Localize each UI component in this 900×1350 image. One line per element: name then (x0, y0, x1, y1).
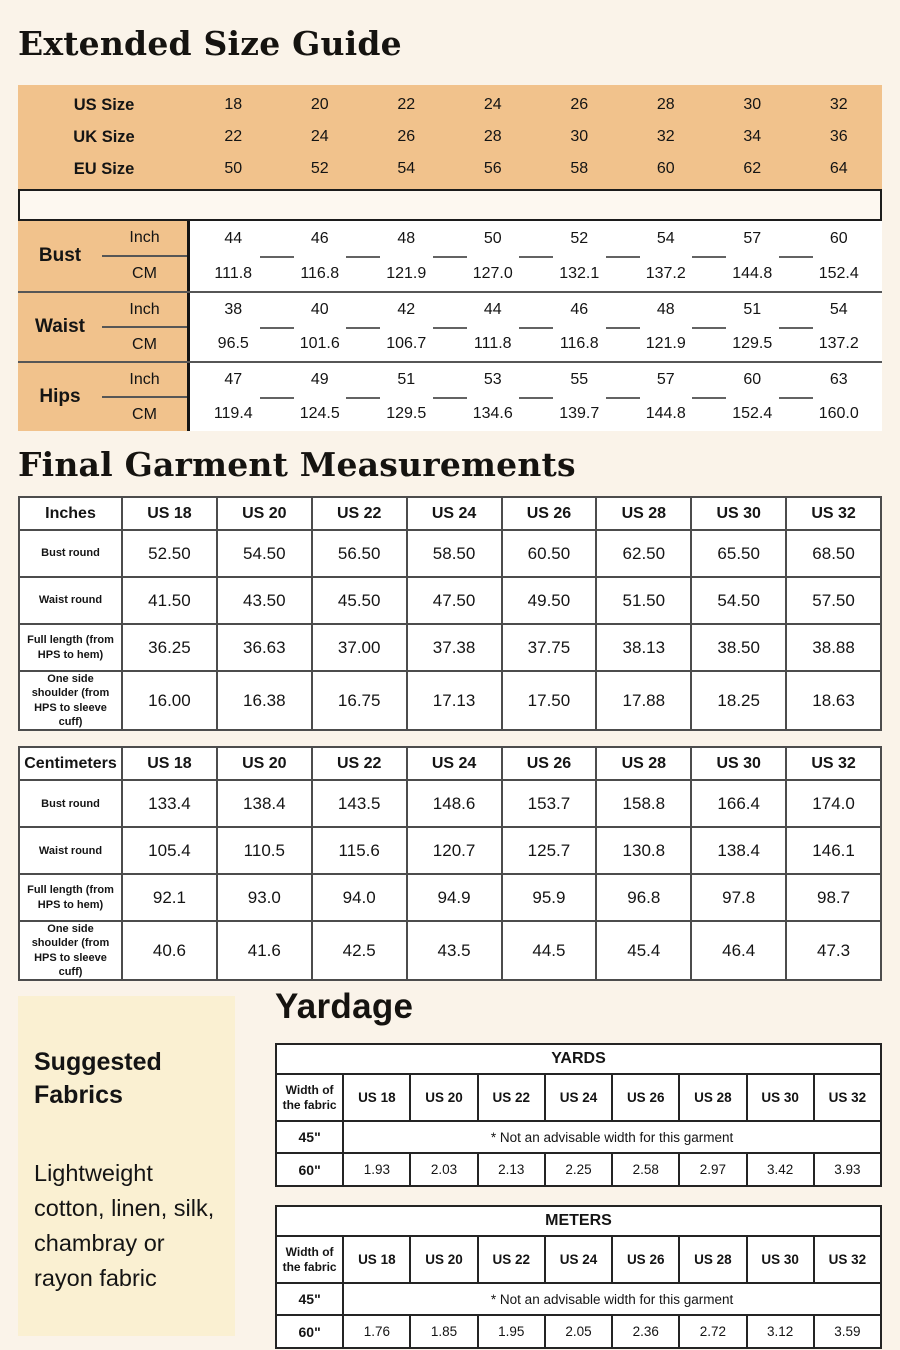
suggested-fabrics-text: Lightweight cotton, linen, silk, chambray or rayon fabric (34, 1160, 215, 1291)
measurement-value: 93.0 (217, 874, 312, 921)
garment-row (19, 921, 881, 980)
size-column-header: US 18 (122, 497, 217, 530)
cm-value: 101.6 (277, 327, 364, 361)
unit-label-inch: Inch (129, 229, 160, 246)
measurement-value: 94.0 (312, 874, 407, 921)
spacer-box (18, 189, 882, 221)
cm-value: 137.2 (623, 256, 710, 291)
size-value: 26 (570, 96, 589, 113)
yardage-value: 1.95 (478, 1315, 545, 1348)
size-column-header: US 28 (596, 497, 691, 530)
cm-value: 127.0 (450, 256, 537, 291)
cm-value: 111.8 (450, 327, 537, 361)
inch-value: 54 (656, 229, 675, 247)
measurement-value: 130.8 (596, 827, 691, 874)
unit-labels (102, 363, 187, 431)
yardage-title: Yardage (275, 987, 414, 1027)
measurement-value: 46.4 (691, 921, 786, 980)
size-value: 52 (310, 160, 329, 177)
measurement-value: 105.4 (122, 827, 217, 874)
body-measurements-table (18, 221, 882, 431)
measurement-value: 43.5 (407, 921, 502, 980)
yardage-value: 2.58 (612, 1153, 679, 1186)
not-advisable-note: * Not an advisable width for this garment (343, 1121, 881, 1153)
measurement-row-label: One side shoulder (from HPS to sleeve cuff) (19, 671, 122, 730)
size-column-header: US 18 (122, 747, 217, 780)
measurement-value: 43.50 (217, 577, 312, 624)
measurement-value: 133.4 (122, 780, 217, 827)
measurement-value: 56.50 (312, 530, 407, 577)
measurement-value: 158.8 (596, 780, 691, 827)
garment-table-head (19, 747, 881, 780)
size-column-header: US 30 (747, 1236, 814, 1283)
measurement-value: 38.50 (691, 624, 786, 671)
inch-value: 40 (310, 301, 329, 318)
yardage-value: 3.59 (814, 1315, 881, 1348)
yardage-table-body (276, 1206, 881, 1348)
yardage-value: 2.72 (679, 1315, 746, 1348)
measurement-value: 17.13 (407, 671, 502, 730)
inch-value: 54 (829, 301, 848, 318)
cm-value: 160.0 (796, 397, 883, 431)
size-value: 22 (224, 128, 243, 145)
size-conversion-row (18, 153, 882, 185)
yardage-header-row (276, 1074, 881, 1121)
unit-label-cm: CM (102, 396, 187, 431)
unit-header: Centimeters (19, 747, 122, 780)
size-column-header: US 20 (410, 1074, 477, 1121)
inch-value: 48 (656, 301, 675, 318)
size-column-header: US 24 (545, 1236, 612, 1283)
yardage-value: 2.03 (410, 1153, 477, 1186)
size-column-header: US 30 (691, 747, 786, 780)
measurement-value: 58.50 (407, 530, 502, 577)
size-column-header: US 20 (217, 497, 312, 530)
yardage-value: 2.97 (679, 1153, 746, 1186)
inch-value: 63 (829, 371, 848, 388)
cm-value: 137.2 (796, 327, 883, 361)
yardage-value: 2.05 (545, 1315, 612, 1348)
cm-value: 119.4 (190, 397, 277, 431)
cm-value: 106.7 (363, 327, 450, 361)
yardage-value: 2.13 (478, 1153, 545, 1186)
page-title: Extended Size Guide (18, 24, 402, 63)
yardage-section (18, 987, 882, 1349)
size-column-header: US 24 (545, 1074, 612, 1121)
cm-value: 124.5 (277, 397, 364, 431)
size-column-header: US 22 (478, 1236, 545, 1283)
yardage-value: 1.93 (343, 1153, 410, 1186)
measurement-value: 110.5 (217, 827, 312, 874)
measurement-value: 16.75 (312, 671, 407, 730)
cm-value: 144.8 (709, 256, 796, 291)
measurement-value: 38.88 (786, 624, 881, 671)
inch-value: 55 (570, 371, 589, 388)
size-value: 58 (570, 160, 589, 177)
size-system-label: EU Size (73, 159, 135, 178)
measurement-value: 146.1 (786, 827, 881, 874)
measurement-row-label: Full length (from HPS to hem) (19, 874, 122, 921)
inch-value: 60 (743, 371, 762, 388)
inch-value: 46 (310, 229, 329, 247)
size-value: 24 (310, 128, 329, 145)
measurement-value: 17.50 (502, 671, 597, 730)
inch-value: 46 (570, 301, 589, 318)
yardage-table-yards (275, 1043, 882, 1187)
yardage-value: 2.36 (612, 1315, 679, 1348)
size-conversion-table (18, 85, 882, 189)
measurement-value: 95.9 (502, 874, 597, 921)
measurement-value: 51.50 (596, 577, 691, 624)
inch-value: 51 (743, 301, 762, 318)
unit-header: Inches (19, 497, 122, 530)
measurement-row-label: Full length (from HPS to hem) (19, 624, 122, 671)
yardage-value: 3.93 (814, 1153, 881, 1186)
body-measurement-group (18, 221, 882, 291)
width-60-row (276, 1315, 881, 1348)
size-column-header: US 20 (410, 1236, 477, 1283)
size-conversion-row (18, 121, 882, 153)
measurement-values (190, 221, 882, 291)
garment-row (19, 874, 881, 921)
measurement-value: 68.50 (786, 530, 881, 577)
size-value: 32 (656, 128, 675, 145)
garment-table-body (19, 780, 881, 980)
measurement-value: 36.63 (217, 624, 312, 671)
measurement-value: 16.00 (122, 671, 217, 730)
measurement-value: 17.88 (596, 671, 691, 730)
yardage-column (275, 987, 882, 1349)
measurement-values (190, 363, 882, 431)
size-column-header: US 26 (502, 747, 597, 780)
inch-value: 57 (656, 371, 675, 388)
size-column-header: US 18 (343, 1236, 410, 1283)
inch-value: 53 (483, 371, 502, 388)
fabric-width-header: Width of the fabric (276, 1074, 343, 1121)
width-45-label: 45" (276, 1283, 343, 1315)
yardage-value: 3.42 (747, 1153, 814, 1186)
measurement-value: 54.50 (691, 577, 786, 624)
inch-value: 38 (224, 301, 243, 318)
size-column-header: US 32 (814, 1074, 881, 1121)
size-value: 62 (743, 160, 762, 177)
measurement-value: 37.75 (502, 624, 597, 671)
measurement-value: 40.6 (122, 921, 217, 980)
measurement-value: 52.50 (122, 530, 217, 577)
yardage-value: 2.25 (545, 1153, 612, 1186)
width-45-row (276, 1121, 881, 1153)
cm-value: 144.8 (623, 397, 710, 431)
size-column-header: US 28 (679, 1236, 746, 1283)
measurement-value: 54.50 (217, 530, 312, 577)
size-value: 64 (829, 160, 848, 177)
measurement-value: 166.4 (691, 780, 786, 827)
garment-row (19, 577, 881, 624)
measurement-values (190, 293, 882, 361)
size-value: 34 (743, 128, 762, 145)
unit-label-cm: CM (102, 326, 187, 361)
inch-value: 52 (570, 229, 589, 247)
measurement-value: 98.7 (786, 874, 881, 921)
size-column-header: US 18 (343, 1074, 410, 1121)
body-measurement-group (18, 291, 882, 361)
measurement-value: 153.7 (502, 780, 597, 827)
fabric-width-header: Width of the fabric (276, 1236, 343, 1283)
yardage-value: 3.12 (747, 1315, 814, 1348)
yardage-unit-title: YARDS (276, 1044, 881, 1074)
garment-row (19, 530, 881, 577)
measurement-label-cell (18, 293, 190, 361)
size-value: 30 (570, 128, 589, 145)
measurement-value: 18.63 (786, 671, 881, 730)
garment-table-centimeters (18, 746, 882, 981)
measurement-value: 16.38 (217, 671, 312, 730)
measurement-value: 174.0 (786, 780, 881, 827)
measurement-value: 138.4 (217, 780, 312, 827)
inch-value: 47 (224, 371, 243, 388)
measurement-name: Hips (39, 386, 81, 407)
size-column-header: US 32 (786, 497, 881, 530)
yardage-title-row (276, 1206, 881, 1236)
size-value: 50 (224, 160, 243, 177)
measurement-value: 60.50 (502, 530, 597, 577)
inch-value: 42 (397, 301, 416, 318)
garment-header-row (19, 497, 881, 530)
inch-value: 44 (224, 229, 243, 247)
cm-value: 132.1 (536, 256, 623, 291)
garment-row (19, 827, 881, 874)
yardage-unit-title: METERS (276, 1206, 881, 1236)
measurement-value: 37.00 (312, 624, 407, 671)
size-column-header: US 30 (691, 497, 786, 530)
inch-value: 48 (397, 229, 416, 247)
measurement-value: 57.50 (786, 577, 881, 624)
measurement-value: 38.13 (596, 624, 691, 671)
cm-value: 129.5 (709, 327, 796, 361)
inch-value: 50 (483, 229, 502, 247)
size-column-header: US 26 (502, 497, 597, 530)
measurement-value: 41.50 (122, 577, 217, 624)
measurement-value: 94.9 (407, 874, 502, 921)
size-conversion-row (18, 89, 882, 121)
yardage-value: 1.85 (410, 1315, 477, 1348)
size-column-header: US 24 (407, 497, 502, 530)
cm-value: 111.8 (190, 256, 277, 291)
width-60-row (276, 1153, 881, 1186)
size-column-header: US 20 (217, 747, 312, 780)
size-value: 36 (829, 128, 848, 145)
size-column-header: US 22 (478, 1074, 545, 1121)
measurement-row-label: Waist round (19, 577, 122, 624)
size-value: 28 (483, 128, 502, 145)
measurement-row-label: Waist round (19, 827, 122, 874)
yardage-header-row (276, 1236, 881, 1283)
suggested-fabrics-heading: Suggested Fabrics (34, 1048, 162, 1110)
measurement-label-cell (18, 363, 190, 431)
measurement-value: 96.8 (596, 874, 691, 921)
garment-row (19, 624, 881, 671)
cm-value: 121.9 (623, 327, 710, 361)
unit-labels (102, 221, 187, 291)
measurement-name: Waist (35, 316, 85, 337)
garment-measurements-title: Final Garment Measurements (18, 445, 576, 484)
measurement-value: 47.3 (786, 921, 881, 980)
unit-label-inch: Inch (129, 300, 160, 318)
size-value: 56 (483, 160, 502, 177)
measurement-name: Bust (38, 245, 82, 266)
measurement-value: 37.38 (407, 624, 502, 671)
measurement-value: 45.50 (312, 577, 407, 624)
not-advisable-note: * Not an advisable width for this garment (343, 1283, 881, 1315)
unit-label-cm: CM (102, 255, 187, 291)
unit-label-inch: Inch (129, 370, 160, 388)
yardage-title-row (276, 1044, 881, 1074)
measurement-value: 62.50 (596, 530, 691, 577)
inch-value: 44 (483, 301, 502, 318)
size-column-header: US 22 (312, 747, 407, 780)
size-value: 18 (224, 96, 243, 113)
size-column-header: US 28 (596, 747, 691, 780)
size-value: 24 (483, 96, 502, 113)
width-45-label: 45" (276, 1121, 343, 1153)
cm-value: 139.7 (536, 397, 623, 431)
cm-value: 129.5 (363, 397, 450, 431)
yardage-table-body (276, 1044, 881, 1186)
unit-labels (102, 293, 187, 361)
measurement-value: 125.7 (502, 827, 597, 874)
measurement-value: 92.1 (122, 874, 217, 921)
body-measurement-group (18, 361, 882, 431)
measurement-value: 65.50 (691, 530, 786, 577)
garment-table-inches (18, 496, 882, 731)
size-system-label: US Size (73, 95, 135, 114)
size-column-header: US 30 (747, 1074, 814, 1121)
measurement-value: 97.8 (691, 874, 786, 921)
measurement-value: 41.6 (217, 921, 312, 980)
garment-header-row (19, 747, 881, 780)
size-column-header: US 22 (312, 497, 407, 530)
garment-table-head (19, 497, 881, 530)
size-value: 30 (743, 96, 762, 113)
garment-row (19, 780, 881, 827)
size-value: 26 (397, 128, 416, 145)
measurement-value: 36.25 (122, 624, 217, 671)
inch-value: 49 (310, 371, 329, 388)
size-column-header: US 32 (786, 747, 881, 780)
suggested-fabrics-panel (18, 996, 235, 1336)
measurement-value: 143.5 (312, 780, 407, 827)
size-system-label: UK Size (73, 127, 135, 146)
width-45-row (276, 1283, 881, 1315)
cm-value: 96.5 (190, 327, 277, 361)
yardage-value: 1.76 (343, 1315, 410, 1348)
size-value: 54 (397, 160, 416, 177)
measurement-value: 115.6 (312, 827, 407, 874)
size-value: 32 (829, 96, 848, 113)
measurement-row-label: Bust round (19, 780, 122, 827)
garment-row (19, 671, 881, 730)
inch-value: 60 (829, 229, 848, 247)
cm-value: 152.4 (796, 256, 883, 291)
inch-value: 57 (743, 229, 762, 247)
size-value: 22 (397, 96, 416, 113)
cm-value: 134.6 (450, 397, 537, 431)
measurement-value: 49.50 (502, 577, 597, 624)
measurement-value: 120.7 (407, 827, 502, 874)
inch-value: 51 (397, 371, 416, 388)
width-60-label: 60" (276, 1315, 343, 1348)
size-value: 20 (310, 96, 329, 113)
size-value: 60 (656, 160, 675, 177)
measurement-row-label: One side shoulder (from HPS to sleeve cuff) (19, 921, 122, 980)
measurement-value: 138.4 (691, 827, 786, 874)
size-value: 28 (656, 96, 675, 113)
measurement-value: 18.25 (691, 671, 786, 730)
width-60-label: 60" (276, 1153, 343, 1186)
measurement-value: 42.5 (312, 921, 407, 980)
yardage-table-meters (275, 1205, 882, 1349)
measurement-value: 45.4 (596, 921, 691, 980)
measurement-value: 47.50 (407, 577, 502, 624)
cm-value: 116.8 (536, 327, 623, 361)
cm-value: 116.8 (277, 256, 364, 291)
measurement-value: 148.6 (407, 780, 502, 827)
cm-value: 121.9 (363, 256, 450, 291)
size-column-header: US 28 (679, 1074, 746, 1121)
measurement-value: 44.5 (502, 921, 597, 980)
measurement-row-label: Bust round (19, 530, 122, 577)
size-column-header: US 26 (612, 1074, 679, 1121)
garment-table-body (19, 530, 881, 730)
size-column-header: US 26 (612, 1236, 679, 1283)
size-column-header: US 24 (407, 747, 502, 780)
measurement-label-cell (18, 221, 190, 291)
cm-value: 152.4 (709, 397, 796, 431)
size-column-header: US 32 (814, 1236, 881, 1283)
